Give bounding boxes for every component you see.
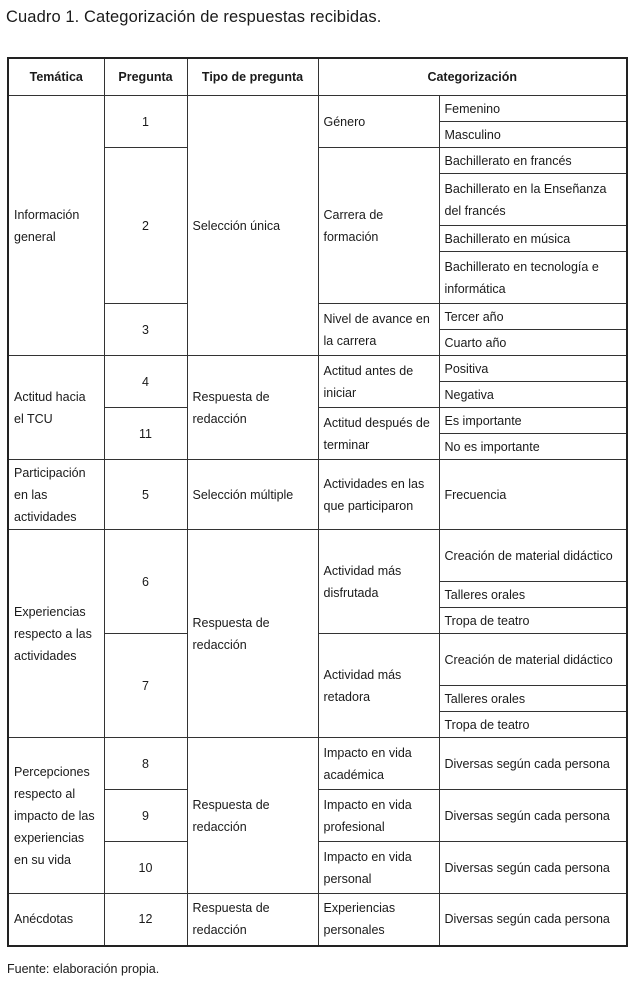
cell-tematica: Participación en las actividades [8,460,104,530]
cell-pregunta: 5 [104,460,187,530]
cell-categoria: Talleres orales [439,686,627,712]
header-tipo: Tipo de pregunta [187,58,318,96]
cell-categoria: Masculino [439,122,627,148]
cell-subcategoria: Carrera de formación [318,148,439,304]
cell-categoria: Tercer año [439,304,627,330]
cell-tematica: Percepciones respecto al impacto de las experiencias en su vida [8,738,104,894]
cell-categoria: Creación de material didáctico [439,634,627,686]
cell-categoria: Bachillerato en tecnología e informática [439,252,627,304]
cell-categoria: Diversas según cada persona [439,894,627,946]
cell-categoria: Es importante [439,408,627,434]
cell-pregunta: 7 [104,634,187,738]
cell-subcategoria: Experiencias personales [318,894,439,946]
cell-pregunta: 6 [104,530,187,634]
header-pregunta: Pregunta [104,58,187,96]
header-tematica: Temática [8,58,104,96]
cell-tipo: Respuesta de redacción [187,530,318,738]
cell-categoria: Bachillerato en la Enseñanza del francés [439,174,627,226]
cell-categoria: Frecuencia [439,460,627,530]
cell-categoria: Tropa de teatro [439,608,627,634]
cell-subcategoria: Actividades en las que participaron [318,460,439,530]
cell-tipo: Selección múltiple [187,460,318,530]
cell-tipo: Selección única [187,96,318,356]
table-row [8,530,627,582]
cell-tematica: Actitud hacia el TCU [8,356,104,460]
cell-subcategoria: Actitud después de terminar [318,408,439,460]
table-row [8,738,627,790]
cell-pregunta: 8 [104,738,187,790]
cell-categoria: Cuarto año [439,330,627,356]
cell-pregunta: 3 [104,304,187,356]
cell-categoria: Femenino [439,96,627,122]
cell-categoria: Negativa [439,382,627,408]
cell-tipo: Respuesta de redacción [187,738,318,894]
cell-tematica: Experiencias respecto a las actividades [8,530,104,738]
cell-tipo: Respuesta de redacción [187,356,318,460]
cell-categoria: Diversas según cada persona [439,738,627,790]
categorization-table [7,57,628,947]
cell-categoria: Bachillerato en francés [439,148,627,174]
cell-pregunta: 12 [104,894,187,946]
cell-pregunta: 2 [104,148,187,304]
cell-categoria: Positiva [439,356,627,382]
cell-subcategoria: Género [318,96,439,148]
cell-categoria: No es importante [439,434,627,460]
cell-categoria: Tropa de teatro [439,712,627,738]
header-categorizacion: Categorización [318,58,627,96]
cell-categoria: Bachillerato en música [439,226,627,252]
cell-pregunta: 11 [104,408,187,460]
cell-subcategoria: Actitud antes de iniciar [318,356,439,408]
cell-pregunta: 1 [104,96,187,148]
table-row [8,460,627,530]
cell-pregunta: 4 [104,356,187,408]
cell-categoria: Diversas según cada persona [439,842,627,894]
cell-subcategoria: Impacto en vida profesional [318,790,439,842]
cell-pregunta: 9 [104,790,187,842]
cell-subcategoria: Nivel de avance en la carrera [318,304,439,356]
cell-subcategoria: Impacto en vida académica [318,738,439,790]
cell-subcategoria: Actividad más retadora [318,634,439,738]
cell-tematica: Anécdotas [8,894,104,946]
table-caption: Cuadro 1. Categorización de respuestas recibidas. [6,8,382,26]
table-row [8,894,627,946]
cell-subcategoria: Actividad más disfrutada [318,530,439,634]
cell-tematica: Información general [8,96,104,356]
cell-tipo: Respuesta de redacción [187,894,318,946]
table-source: Fuente: elaboración propia. [7,962,160,976]
cell-subcategoria: Impacto en vida personal [318,842,439,894]
table-row [8,96,627,122]
cell-pregunta: 10 [104,842,187,894]
cell-categoria: Talleres orales [439,582,627,608]
table-row [8,356,627,382]
table-header-row [8,58,627,96]
cell-categoria: Creación de material didáctico [439,530,627,582]
cell-categoria: Diversas según cada persona [439,790,627,842]
